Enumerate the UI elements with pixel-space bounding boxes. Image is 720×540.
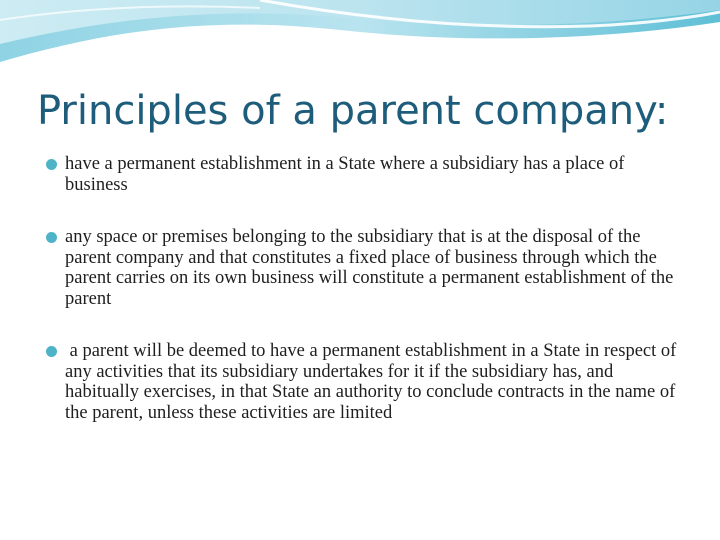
bullet-dot-icon [46,346,57,357]
header-wave-decoration [0,0,720,80]
bullet-dot-icon [46,159,57,170]
bullet-item [46,341,686,423]
bullet-list [46,154,686,455]
bullet-item [46,227,686,309]
bullet-text: any space or premises belonging to the subsidiary that is at the disposal of the parent company and that constitutes a fixed place of business through which the parent carries on its own business will constitute a permanent establishment of the parent [65,227,674,309]
bullet-item [46,154,686,195]
bullet-dot-icon [46,232,57,243]
slide-title: Principles of a parent company: [37,88,669,134]
bullet-text: a parent will be deemed to have a permanent establishment in a State in respect of any activities that its subsidiary undertakes for it if the subsidiary has, and habitually exercises, in that State an authority to conclude contracts in the name of the parent, unless these activities are limited [65,341,681,423]
bullet-text: have a permanent establishment in a State where a subsidiary has a place of business [65,154,625,195]
